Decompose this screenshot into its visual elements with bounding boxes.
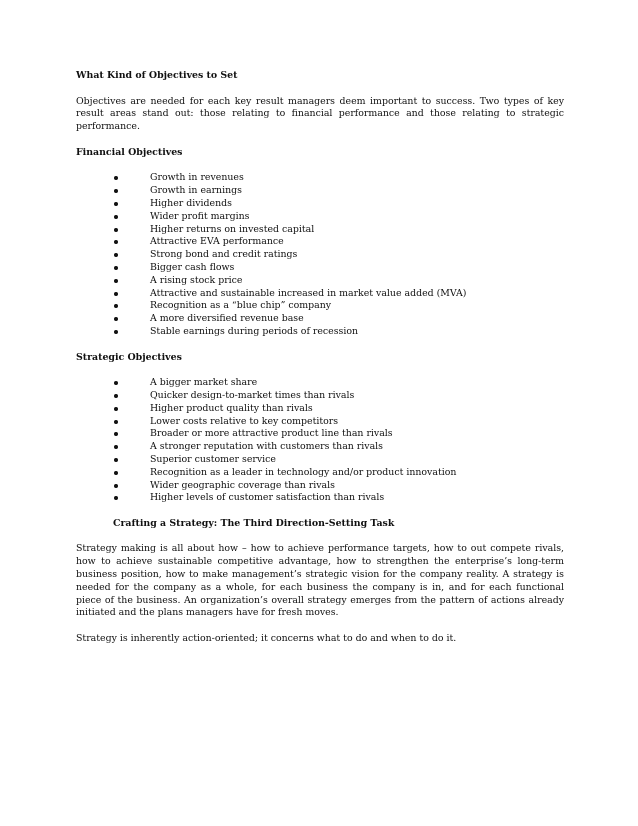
list-item [76, 288, 564, 301]
bullet-icon [114, 330, 118, 334]
list-item [76, 249, 564, 262]
list-item-text: Growth in revenues [150, 172, 244, 184]
bullet-icon [114, 304, 118, 308]
list-item [76, 390, 564, 403]
list-item-text: Higher levels of customer satisfaction than rivals [150, 492, 385, 504]
bullet-icon [114, 215, 118, 219]
bullet-icon [114, 266, 118, 270]
bullet-icon [114, 240, 118, 244]
list-item [76, 236, 564, 249]
list-item [76, 198, 564, 211]
list-item-text: A bigger market share [150, 377, 258, 389]
list-item [76, 224, 564, 237]
list-item-text: Superior customer service [150, 453, 276, 465]
list-item [76, 467, 564, 480]
document-page [76, 70, 564, 646]
list-item [76, 416, 564, 429]
list-item [76, 275, 564, 288]
bullet-icon [114, 317, 118, 321]
list-item-text: Strong bond and credit ratings [150, 249, 298, 261]
financial-objectives-heading: Financial Objectives [76, 146, 183, 158]
bullet-icon [114, 420, 118, 424]
crafting-strategy-heading: Crafting a Strategy: The Third Direction-Setting Task [113, 517, 395, 529]
bullet-icon [114, 432, 118, 436]
list-item-text: Bigger cash flows [150, 261, 235, 273]
intro-paragraph: Objectives are needed for each key result managers deem important to success. Two types of key result areas stand out: those relating to financial performance and those relating to strategic performance. [76, 95, 564, 133]
list-item [76, 428, 564, 441]
list-item-text: Attractive and sustainable increased in market value added (MVA) [150, 287, 467, 299]
strategy-closing-paragraph: Strategy is inherently action-oriented; it concerns what to do and when to do it. [76, 633, 457, 645]
list-item-text: Higher product quality than rivals [150, 402, 313, 414]
list-item-text: Growth in earnings [150, 185, 242, 197]
list-item [76, 492, 564, 505]
bullet-icon [114, 407, 118, 411]
list-item [76, 313, 564, 326]
list-item-text: Wider geographic coverage than rivals [150, 479, 335, 491]
list-item-text: Stable earnings during periods of recession [150, 325, 359, 337]
list-item [76, 211, 564, 224]
list-item [76, 300, 564, 313]
list-item [76, 326, 564, 339]
strategy-paragraph: Strategy making is all about how – how to achieve performance targets, how to out compete rivals, how to achieve sustainable competitive advantage, how to strengthen the enterprise’s long-term business position, how to make management’s strategic vision for the company reality. A strategy is needed for the company as a whole, for each business the company is in, and for each functional piece of the business. An organization’s overall strategy emerges from the pattern of actions already initiated and the plans managers have for fresh moves. [76, 543, 564, 619]
list-item-text: A more diversified revenue base [150, 313, 304, 325]
bullet-icon [114, 381, 118, 385]
strategic-objectives-list [76, 377, 564, 505]
bullet-icon [114, 189, 118, 193]
bullet-icon [114, 279, 118, 283]
bullet-icon [114, 253, 118, 257]
list-item [76, 172, 564, 185]
list-item-text: Broader or more attractive product line than rivals [150, 428, 393, 440]
bullet-icon [114, 445, 118, 449]
list-item-text: Attractive EVA performance [150, 236, 284, 248]
bullet-icon [114, 484, 118, 488]
bullet-icon [114, 228, 118, 232]
bullet-icon [114, 458, 118, 462]
list-item-text: Lower costs relative to key competitors [150, 415, 339, 427]
list-item-text: A stronger reputation with customers than rivals [150, 441, 383, 453]
list-item-text: Quicker design-to-market times than rivals [150, 389, 355, 401]
bullet-icon [114, 292, 118, 296]
list-item [76, 403, 564, 416]
list-item [76, 262, 564, 275]
list-item [76, 377, 564, 390]
bullet-icon [114, 471, 118, 475]
list-item-text: Recognition as a “blue chip” company [150, 300, 332, 312]
list-item-text: Higher dividends [150, 197, 232, 209]
bullet-icon [114, 176, 118, 180]
list-item-text: Wider profit margins [150, 210, 250, 222]
strategic-objectives-heading: Strategic Objectives [76, 351, 182, 363]
list-item-text: Recognition as a leader in technology and/or product innovation [150, 466, 457, 478]
document-title: What Kind of Objectives to Set [76, 70, 238, 81]
financial-objectives-list [76, 172, 564, 338]
list-item-text: A rising stock price [150, 274, 243, 286]
list-item [76, 454, 564, 467]
bullet-icon [114, 496, 118, 500]
list-item-text: Higher returns on invested capital [150, 223, 315, 235]
list-item [76, 185, 564, 198]
list-item [76, 480, 564, 493]
bullet-icon [114, 394, 118, 398]
list-item [76, 441, 564, 454]
bullet-icon [114, 202, 118, 206]
